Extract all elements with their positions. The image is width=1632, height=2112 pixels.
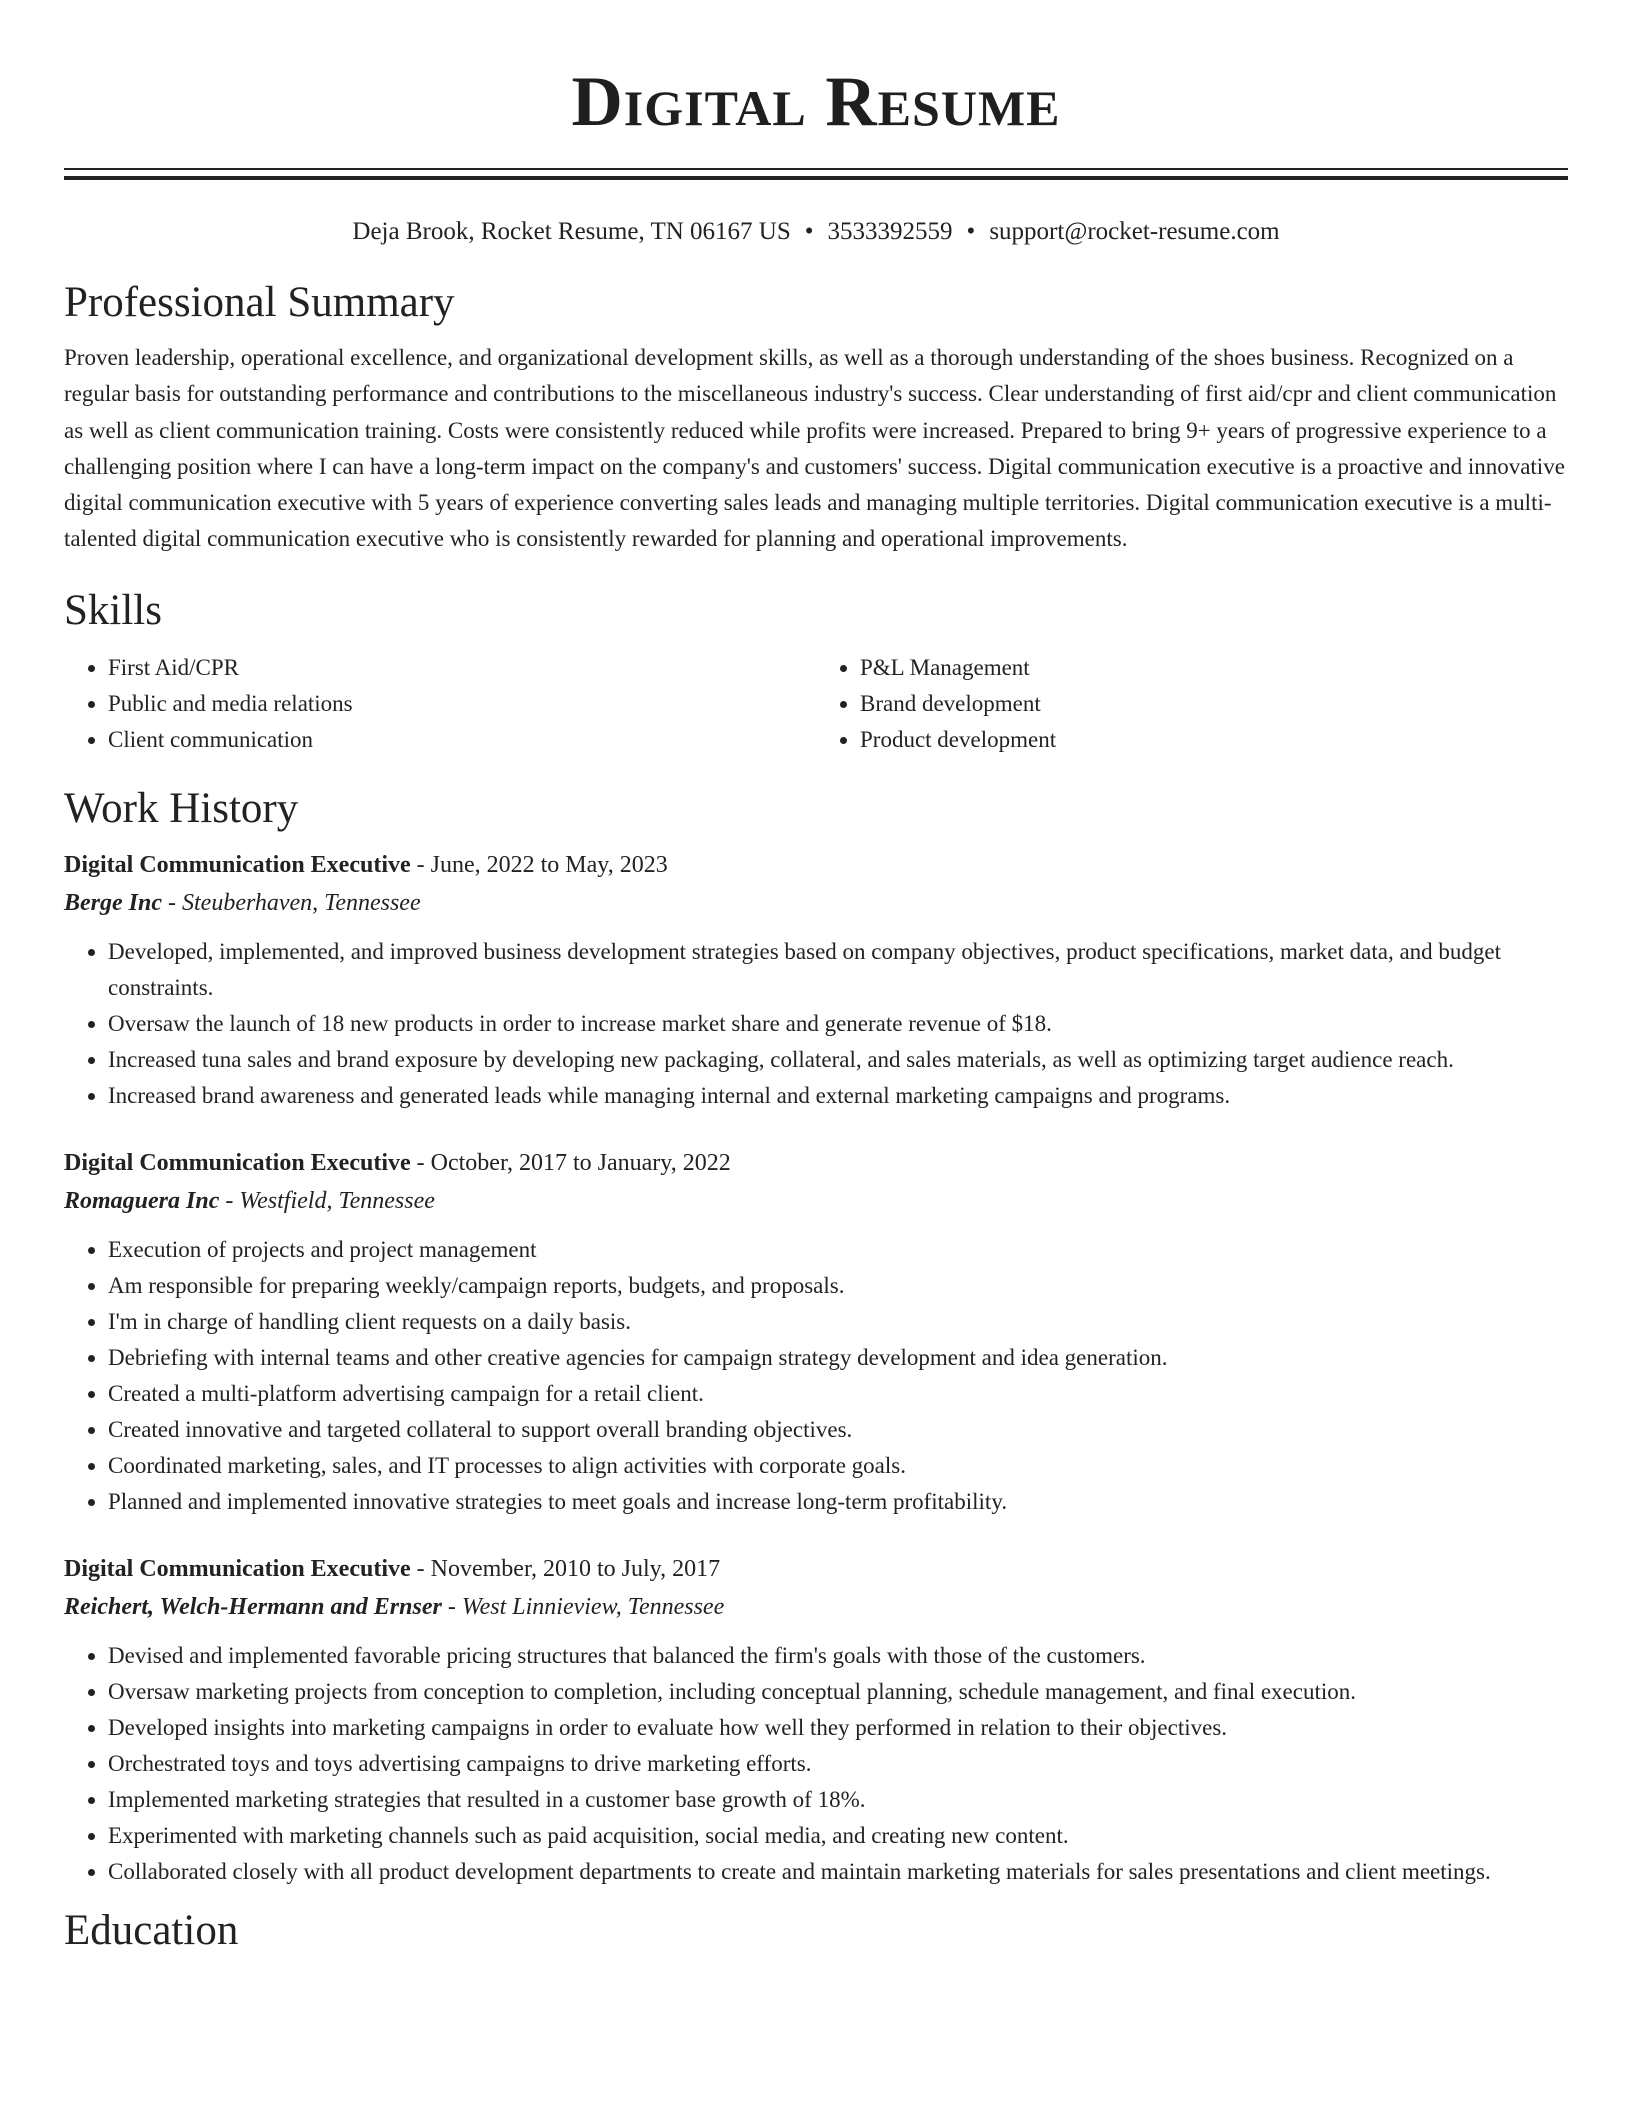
skill-item: • First Aid/CPR (108, 650, 816, 686)
job-company: Berge Inc (64, 889, 162, 916)
job-bullet: • Increased tuna sales and brand exposure by developing new packaging, collateral, and sales materials, as well as optimizing target audience reach. (108, 1042, 1568, 1078)
job-bullet: • Oversaw marketing projects from conception to completion, including conceptual planning, schedule management, and final execution. (108, 1674, 1568, 1710)
contact-phone: 3533392559 (827, 218, 953, 245)
job-title-line (64, 1144, 1568, 1182)
job-company-line (64, 884, 1568, 922)
job-bullet: • Execution of projects and project management (108, 1232, 1568, 1268)
job-title-line (64, 846, 1568, 884)
resume-title: Digital Resume (571, 63, 1061, 141)
job-bullet: • Orchestrated toys and toys advertising campaigns to drive marketing efforts. (108, 1746, 1568, 1782)
job-bullets (64, 1638, 1568, 1890)
job-company-line (64, 1182, 1568, 1220)
skill-item: • P&L Management (860, 650, 1568, 686)
contact-separator: • (966, 218, 976, 245)
job-dates: - October, 2017 to January, 2022 (410, 1149, 731, 1176)
contact-line (64, 216, 1568, 248)
job-bullet: • Oversaw the launch of 18 new products in order to increase market share and generate revenue of $18. (108, 1006, 1568, 1042)
job-location: - West Linnieview, Tennessee (441, 1593, 725, 1620)
job-bullet: • Created a multi-platform advertising campaign for a retail client. (108, 1376, 1568, 1412)
work-history-heading: Work History (64, 784, 299, 832)
job-entry (64, 1550, 1568, 1890)
job-entry (64, 846, 1568, 1114)
job-title: Digital Communication Executive (64, 1555, 411, 1582)
job-company-line (64, 1588, 1568, 1626)
job-bullet: • Developed insights into marketing campaigns in order to evaluate how well they performed in relation to their objectives. (108, 1710, 1568, 1746)
skills-heading: Skills (64, 586, 162, 634)
job-title: Digital Communication Executive (64, 1149, 411, 1176)
job-bullet: • I'm in charge of handling client requests on a daily basis. (108, 1304, 1568, 1340)
summary-heading: Professional Summary (64, 279, 455, 326)
job-company: Romaguera Inc (64, 1187, 220, 1214)
contact-address: Deja Brook, Rocket Resume, TN 06167 US (352, 218, 791, 245)
job-entry (64, 1144, 1568, 1520)
job-bullets (64, 1232, 1568, 1520)
job-bullet: • Am responsible for preparing weekly/campaign reports, budgets, and proposals. (108, 1268, 1568, 1304)
summary-text: Proven leadership, operational excellence, and organizational development skills, as well as a thorough understanding of the shoes business. Recognized on a regular basis for outstanding performance and contributions to the miscellaneous industry's success. Clear understanding of first aid/cpr and client communication as well as client communication training. Costs were consistently reduced while profits were increased. Prepared to bring 9+ years of progressive experience to a challenging position where I can have a long-term impact on the company's and customers' success. Digital communication executive is a proactive and innovative digital communication executive with 5 years of experience converting sales leads and managing multiple territories. Digital communication executive is a multi-talented digital communication executive who is consistently rewarded for planning and operational improvements. (64, 345, 1565, 552)
job-bullet: • Coordinated marketing, sales, and IT processes to align activities with corporate goals. (108, 1448, 1568, 1484)
job-bullets (64, 934, 1568, 1114)
job-title-line (64, 1550, 1568, 1588)
job-title: Digital Communication Executive (64, 851, 411, 878)
job-location: - Westfield, Tennessee (219, 1187, 435, 1214)
job-dates: - November, 2010 to July, 2017 (410, 1555, 721, 1582)
job-bullet: • Collaborated closely with all product development departments to create and maintain marketing materials for sales presentations and client meetings. (108, 1854, 1568, 1890)
job-bullet: • Created innovative and targeted collateral to support overall branding objectives. (108, 1412, 1568, 1448)
job-bullet: • Developed, implemented, and improved business development strategies based on company objectives, product specifications, market data, and budget constraints. (108, 934, 1568, 1006)
job-dates: - June, 2022 to May, 2023 (410, 851, 668, 878)
skill-item: • Brand development (860, 686, 1568, 722)
skill-item: • Product development (860, 722, 1568, 758)
skill-item: • Client communication (108, 722, 816, 758)
job-bullet: • Increased brand awareness and generated leads while managing internal and external marketing campaigns and programs. (108, 1078, 1568, 1114)
job-bullet: • Devised and implemented favorable pricing structures that balanced the firm's goals with those of the customers. (108, 1638, 1568, 1674)
contact-email: support@rocket-resume.com (989, 218, 1280, 245)
job-bullet: • Implemented marketing strategies that resulted in a customer base growth of 18%. (108, 1782, 1568, 1818)
job-company: Reichert, Welch-Hermann and Ernser (64, 1593, 442, 1620)
title-divider-thin (64, 168, 1568, 170)
skills-list (64, 650, 1568, 758)
skill-item: • Public and media relations (108, 686, 816, 722)
education-heading: Education (64, 1906, 239, 1954)
job-bullet: • Planned and implemented innovative strategies to meet goals and increase long-term profitability. (108, 1484, 1568, 1520)
job-bullet: • Experimented with marketing channels such as paid acquisition, social media, and creating new content. (108, 1818, 1568, 1854)
contact-separator: • (804, 218, 814, 245)
title-divider-thick (64, 176, 1568, 180)
job-bullet: • Debriefing with internal teams and other creative agencies for campaign strategy development and idea generation. (108, 1340, 1568, 1376)
skills-column-left (64, 650, 816, 758)
skills-column-right (816, 650, 1568, 758)
job-location: - Steuberhaven, Tennessee (162, 889, 421, 916)
